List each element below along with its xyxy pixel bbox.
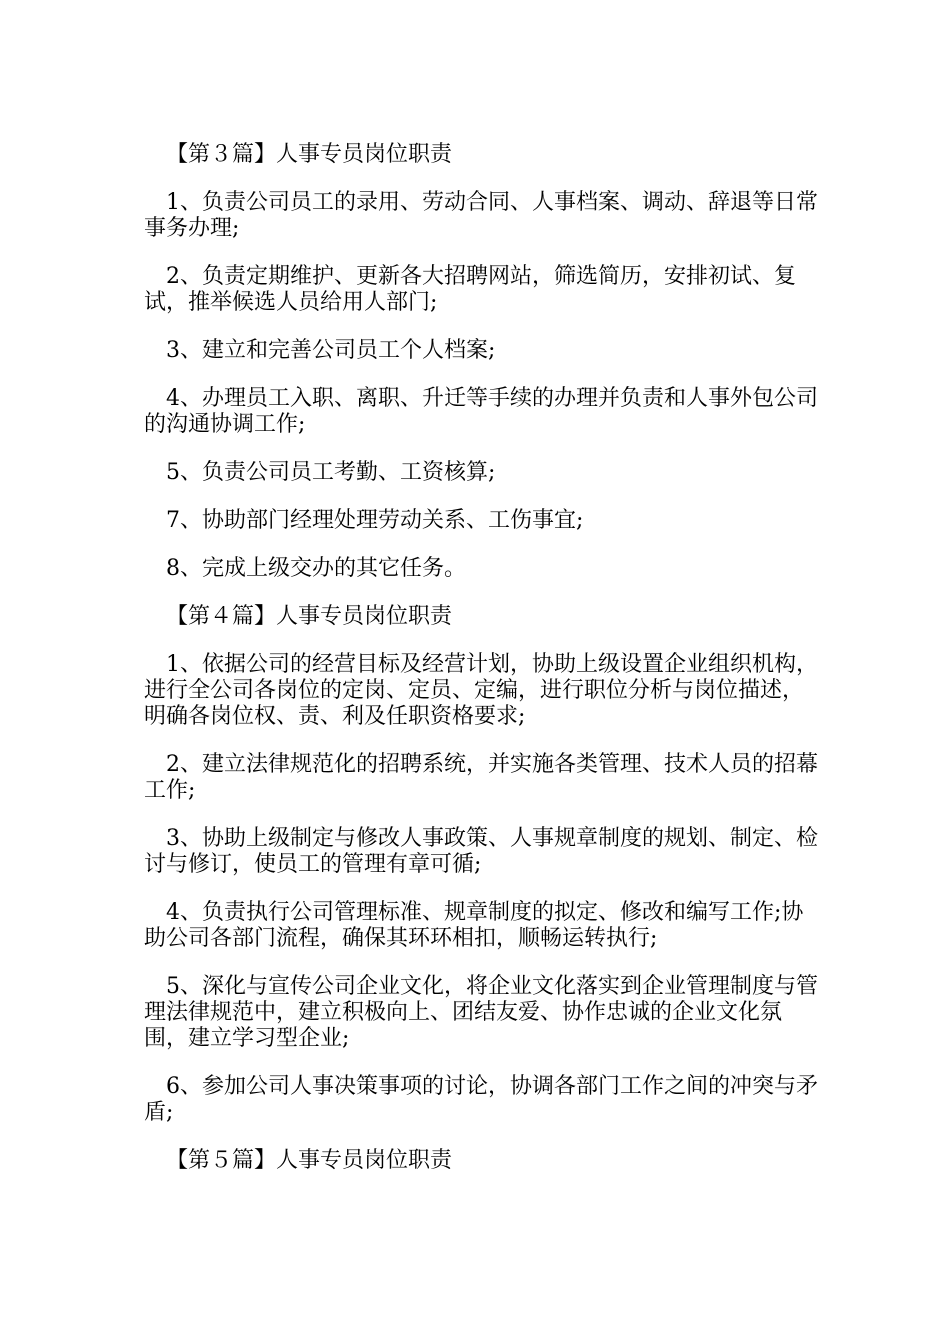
- list-item: 1、依据公司的经营目标及经营计划，协助上级设置企业组织机构，进行全公司各岗位的定岗、定员、定编，进行职位分析与岗位描述，明确各岗位权、责、利及任职资格要求;: [144, 652, 818, 729]
- section-3: [144, 142, 824, 582]
- list-item: 3、建立和完善公司员工个人档案;: [166, 338, 496, 363]
- section-heading: 【第４篇】人事专员岗位职责: [166, 604, 453, 629]
- list-item: 5、负责公司员工考勤、工资核算;: [166, 460, 496, 485]
- list-item: 4、办理员工入职、离职、升迁等手续的办理并负责和人事外包公司的沟通协调工作;: [144, 386, 818, 437]
- section-4: [144, 604, 824, 1126]
- list-item: 4、负责执行公司管理标准、规章制度的拟定、修改和编写工作;协助公司各部门流程，确保其环环相扣，顺畅运转执行;: [144, 900, 804, 951]
- list-item: 5、深化与宣传公司企业文化，将企业文化落实到企业管理制度与管理法律规范中，建立积极向上、团结友爱、协作忠诚的企业文化氛围，建立学习型企业;: [144, 974, 818, 1051]
- section-heading: 【第３篇】人事专员岗位职责: [166, 142, 453, 167]
- list-item: 1、负责公司员工的录用、劳动合同、人事档案、调动、辞退等日常事务办理;: [144, 190, 818, 241]
- section-heading: 【第５篇】人事专员岗位职责: [166, 1148, 453, 1173]
- list-item: 3、协助上级制定与修改人事政策、人事规章制度的规划、制定、检讨与修订，使员工的管理有章可循;: [144, 826, 818, 877]
- list-item: 2、负责定期维护、更新各大招聘网站，筛选简历，安排初试、复试，推举候选人员给用人部门;: [144, 264, 796, 315]
- document-page: [144, 142, 824, 1196]
- list-item: 7、协助部门经理处理劳动关系、工伤事宜;: [166, 508, 584, 533]
- list-item: 6、参加公司人事决策事项的讨论，协调各部门工作之间的冲突与矛盾;: [144, 1074, 818, 1125]
- section-5: [144, 1148, 824, 1174]
- list-item: 8、完成上级交办的其它任务。: [166, 556, 466, 581]
- list-item: 2、建立法律规范化的招聘系统，并实施各类管理、技术人员的招幕工作;: [144, 752, 818, 803]
